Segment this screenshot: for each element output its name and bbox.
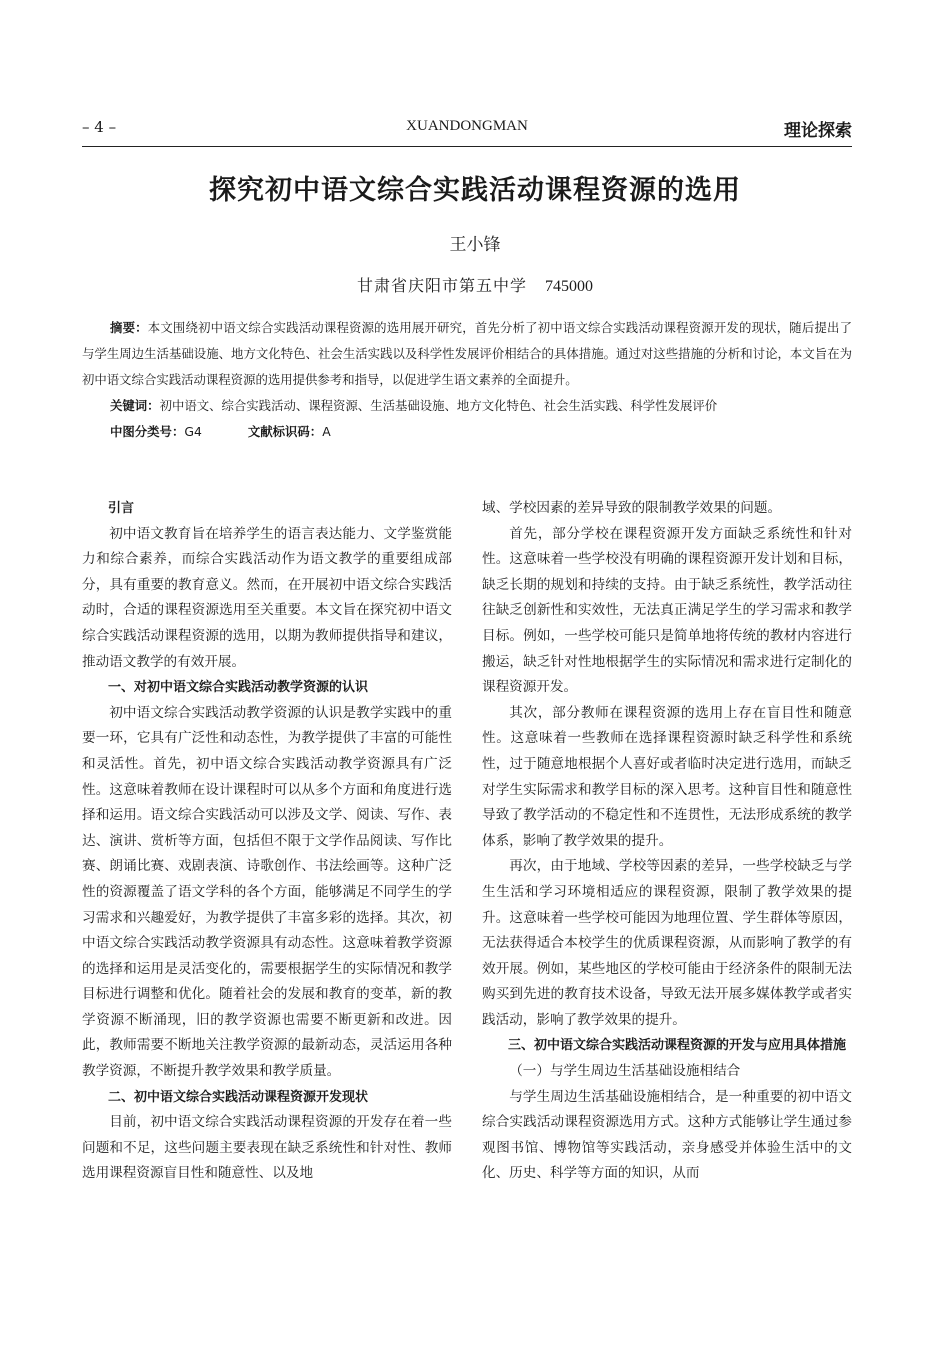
article-title: 探究初中语文综合实践活动课程资源的选用 [209, 175, 741, 206]
right-column [482, 496, 852, 1187]
paragraph: 再次，由于地域、学校等因素的差异，一些学校缺乏与学生生活和学习环境相适应的课程资源，限制了教学效果的提升。这意味着一些学校可能因为地理位置、学生群体等原因，无法获得适合本校学生的优质课程资源，从而影响了教学的有效开展。例如，某些地区的学校可能由于经济条件的限制无法购买到先进的教育技术设备，导致无法开展多媒体教学或者实践活动，影响了教学效果的提升。 [482, 858, 852, 1028]
left-column [82, 496, 452, 1187]
postcode: 745000 [545, 278, 593, 295]
abstract [82, 315, 852, 393]
abstract-block [82, 315, 852, 445]
author-name: 王小锋 [449, 235, 501, 255]
classification [82, 419, 852, 445]
abstract-label: 摘要： [110, 320, 148, 335]
affiliation-name: 甘肃省庆阳市第五中学 [356, 276, 527, 295]
column-name: 理论探索 [784, 121, 852, 141]
paragraph: 目前，初中语文综合实践活动课程资源的开发存在着一些问题和不足，这些问题主要表现在缺乏系统性和针对性、教师选用课程资源盲目性和随意性、以及地 [82, 1114, 452, 1182]
paragraph: 首先，部分学校在课程资源开发方面缺乏系统性和针对性。这意味着一些学校没有明确的课程资源开发计划和目标，缺乏长期的规划和持续的支持。由于缺乏系统性，教学活动往往缺乏创新性和实效性，无法真正满足学生的学习需求和教学目标。例如，一些学校可能只是简单地将传统的教材内容进行搬运，缺乏针对性地根据学生的实际情况和需求进行定制化的课程资源开发。 [482, 525, 852, 696]
doc-code-value: A [322, 424, 331, 439]
page-number: – 4 – [82, 118, 117, 136]
abstract-text: 本文围绕初中语文综合实践活动课程资源的选用展开研究，首先分析了初中语文综合实践活动课程资源开发的现状，随后提出了与学生周边生活基础设施、地方文化特色、社会生活实践以及科学性发展评价相结合的具体措施。通过对这些措施的分析和讨论，本文旨在为初中语文综合实践活动课程资源的选用提供参考和指导，以促进学生语文素养的全面提升。 [82, 320, 853, 387]
subsection-heading: （一）与学生周边生活基础设施相结合 [509, 1063, 741, 1080]
paragraph: 初中语文综合实践活动教学资源的认识是教学实践中的重要一环，它具有广泛性和动态性，为教学提供了丰富的可能性和灵活性。首先，初中语文综合实践活动教学资源具有广泛性。这意味着教师在设计课程时可以从多个方面和角度进行选择和运用。语文综合实践活动可以涉及文学、阅读、写作、表达、演讲、赏析等方面，包括但不限于文学作品阅读、写作比赛、朗诵比赛、戏剧表演、诗歌创作、书法绘画等。这种广泛性的资源覆盖了语文学科的各个方面，能够满足不同学生的学习需求和兴趣爱好，为教学提供了丰富多彩的选择。其次，初中语文综合实践活动教学资源具有动态性。这意味着教学资源的选择和运用是灵活变化的，需要根据学生的实际情况和教学目标进行调整和优化。随着社会的发展和教育的变革，新的教学资源不断涌现，旧的教学资源也需要不断更新和改进。因此，教师需要不断地关注教学资源的最新动态，灵活运用各种教学资源，不断提升教学效果和教学质量。 [82, 704, 452, 1080]
paragraph: 初中语文教育旨在培养学生的语言表达能力、文学鉴赏能力和综合素养，而综合实践活动作为语文教学的重要组成部分，具有重要的教育意义。然而，在开展初中语文综合实践活动时，合适的课程资源选用至关重要。本文旨在探究初中语文综合实践活动课程资源的选用，以期为教师提供指导和建议，推动语文教学的有效开展。 [82, 525, 452, 670]
keywords [82, 393, 852, 419]
journal-name: XUANDONGMAN [406, 118, 528, 134]
section-heading-3: 三、初中语文综合实践活动课程资源的开发与应用具体措施 [508, 1038, 847, 1054]
clc-value: G4 [184, 424, 202, 439]
running-header [82, 116, 852, 147]
affiliation [0, 273, 950, 296]
body-columns [82, 496, 852, 1286]
section-heading-2: 二、初中语文综合实践活动课程资源开发现状 [108, 1089, 369, 1105]
keywords-text: 初中语文、综合实践活动、课程资源、生活基础设施、地方文化特色、社会生活实践、科学性发展评价 [159, 398, 718, 413]
section-heading-1: 一、对初中语文综合实践活动教学资源的认识 [108, 680, 369, 696]
paragraph-continued: 域、学校因素的差异导致的限制教学效果的问题。 [482, 500, 782, 516]
paragraph: 与学生周边生活基础设施相结合，是一种重要的初中语文综合实践活动课程资源选用方式。这种方式能够让学生通过参观图书馆、博物馆等实践活动，亲身感受并体验生活中的文化、历史、科学等方面的知识，从而 [482, 1088, 852, 1182]
doc-code-label: 文献标识码： [247, 424, 323, 439]
intro-heading: 引言 [108, 501, 135, 516]
paragraph: 其次，部分教师在课程资源的选用上存在盲目性和随意性。这意味着一些教师在选择课程资源时缺乏科学性和系统性，过于随意地根据个人喜好或者临时决定进行选用，而缺乏对学生实际需求和教学目标的深入思考。这种盲目性和随意性导致了教学活动的不稳定性和不连贯性，无法形成系统的教学体系，影响了教学效果的提升。 [482, 704, 852, 849]
keywords-label: 关键词： [110, 398, 160, 413]
clc-label: 中图分类号： [110, 424, 185, 439]
